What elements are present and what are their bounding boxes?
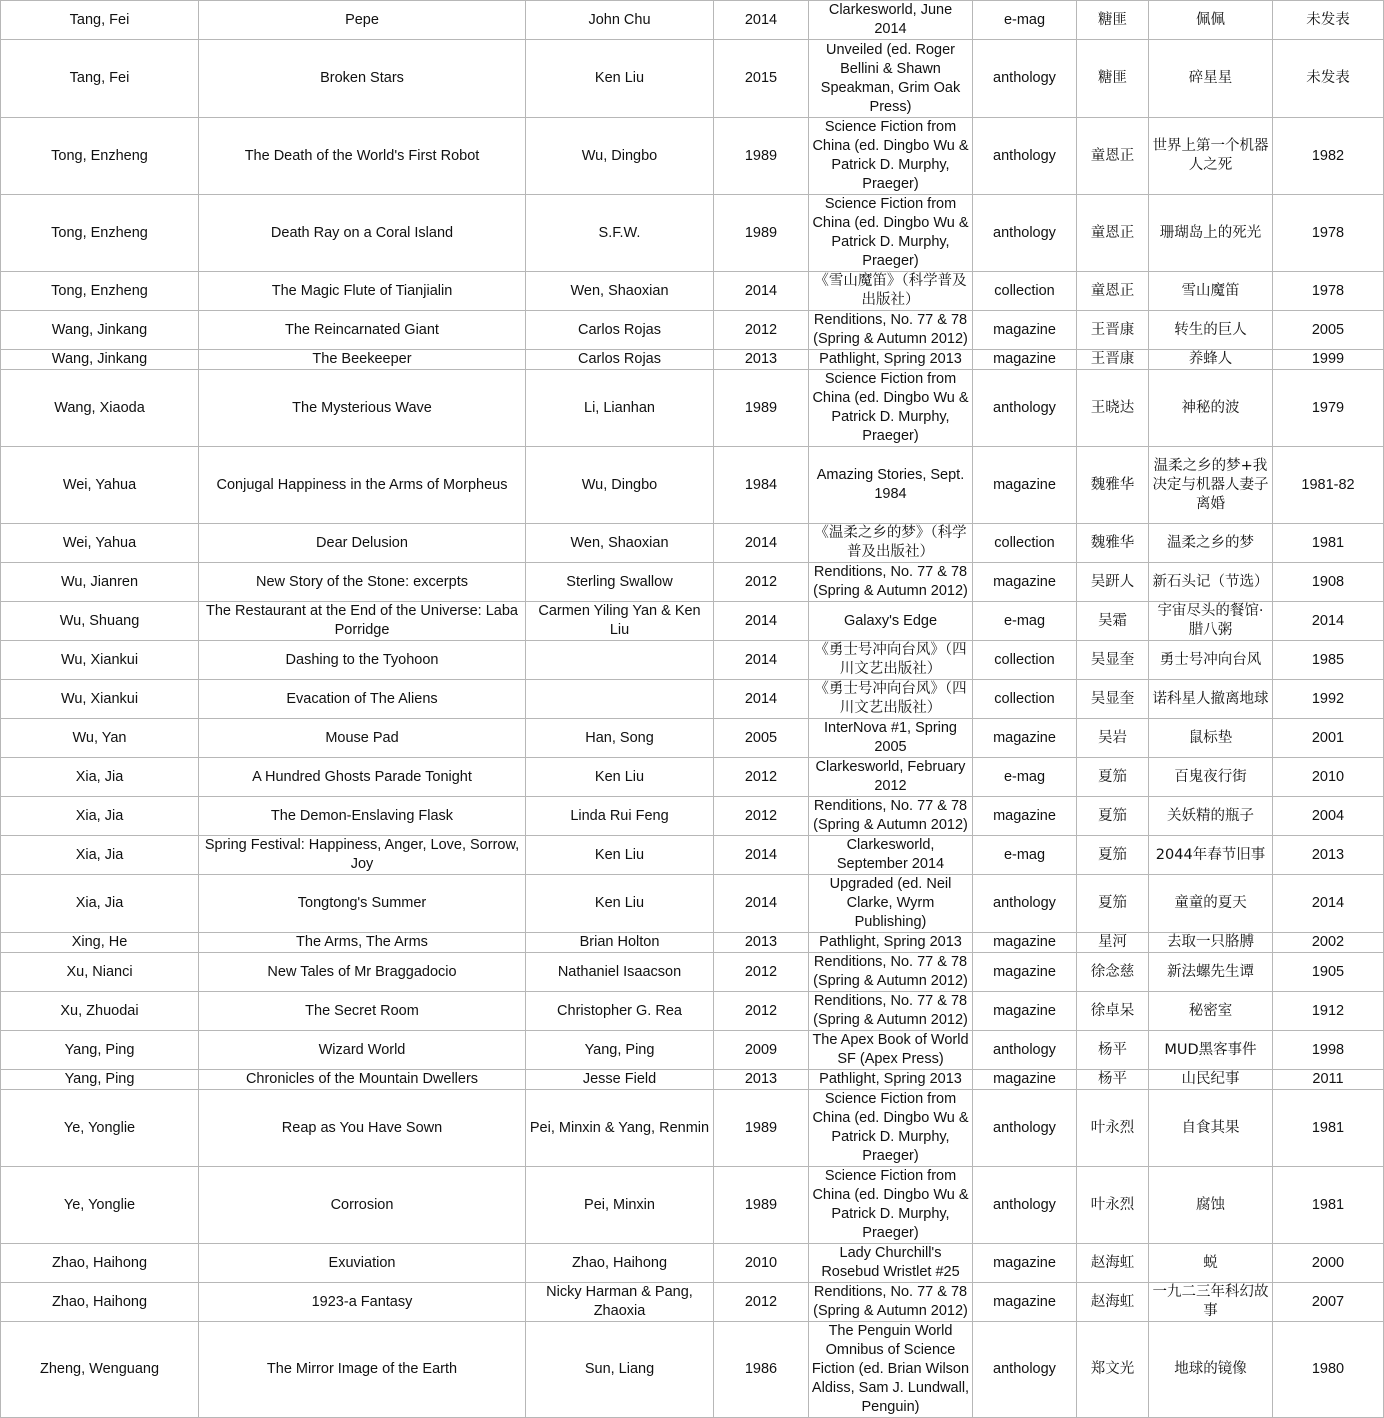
translator-cell: Ken Liu [526,836,714,875]
type-cell: anthology [973,1090,1077,1167]
table-row [1,1322,1384,1418]
year-cell: 2012 [714,758,809,797]
author-cell: Xia, Jia [1,797,199,836]
author-cn-cell: 糖匪 [1077,40,1149,118]
author-cell: Ye, Yonglie [1,1167,199,1244]
year-cn-cell: 2000 [1273,1244,1384,1283]
year-cn-cell: 1999 [1273,350,1384,370]
table-row [1,875,1384,933]
year-cn-cell: 1908 [1273,563,1384,602]
type-cell: e-mag [973,836,1077,875]
author-cell: Wang, Jinkang [1,311,199,350]
title-cell: Wizard World [199,1031,526,1070]
translator-cell: Sun, Liang [526,1322,714,1418]
table-row [1,797,1384,836]
author-cn-cell: 赵海虹 [1077,1244,1149,1283]
year-cell: 2012 [714,953,809,992]
publication-cell: Science Fiction from China (ed. Dingbo Wu & Patrick D. Murphy, Praeger) [809,195,973,272]
title-cn-cell: 碎星星 [1149,40,1273,118]
translator-cell: Ken Liu [526,40,714,118]
title-cn-cell: 转生的巨人 [1149,311,1273,350]
author-cn-cell: 吴显奎 [1077,680,1149,719]
title-cell: The Demon-Enslaving Flask [199,797,526,836]
year-cn-cell: 1981 [1273,1167,1384,1244]
title-cell: Chronicles of the Mountain Dwellers [199,1070,526,1090]
author-cell: Xia, Jia [1,758,199,797]
type-cell: magazine [973,797,1077,836]
title-cell: Death Ray on a Coral Island [199,195,526,272]
translator-cell: Pei, Minxin & Yang, Renmin [526,1090,714,1167]
table-row [1,1,1384,40]
year-cell: 2014 [714,1,809,40]
translator-cell: Han, Song [526,719,714,758]
year-cn-cell: 2002 [1273,933,1384,953]
publication-cell: Renditions, No. 77 & 78 (Spring & Autumn 2012) [809,563,973,602]
year-cell: 2012 [714,311,809,350]
publication-cell: The Penguin World Omnibus of Science Fiction (ed. Brian Wilson Aldiss, Sam J. Lundwall, Penguin) [809,1322,973,1418]
author-cell: Wu, Jianren [1,563,199,602]
type-cell: magazine [973,992,1077,1031]
table-row [1,1090,1384,1167]
title-cell: Tongtong's Summer [199,875,526,933]
year-cn-cell: 1912 [1273,992,1384,1031]
author-cell: Tong, Enzheng [1,195,199,272]
type-cell: anthology [973,118,1077,195]
table-row [1,1031,1384,1070]
publication-cell: Renditions, No. 77 & 78 (Spring & Autumn 2012) [809,311,973,350]
title-cell: Exuviation [199,1244,526,1283]
table-row [1,118,1384,195]
table-row [1,1244,1384,1283]
publication-cell: Science Fiction from China (ed. Dingbo Wu & Patrick D. Murphy, Praeger) [809,1090,973,1167]
author-cn-cell: 徐念慈 [1077,953,1149,992]
publication-cell: Lady Churchill's Rosebud Wristlet #25 [809,1244,973,1283]
title-cell: The Restaurant at the End of the Universe: Laba Porridge [199,602,526,641]
title-cell: Corrosion [199,1167,526,1244]
year-cell: 2012 [714,563,809,602]
author-cn-cell: 吴显奎 [1077,641,1149,680]
year-cn-cell: 1982 [1273,118,1384,195]
author-cell: Tang, Fei [1,40,199,118]
year-cell: 2012 [714,797,809,836]
title-cell: The Secret Room [199,992,526,1031]
year-cell: 2014 [714,641,809,680]
translator-cell: Yang, Ping [526,1031,714,1070]
type-cell: collection [973,524,1077,563]
author-cn-cell: 吴趼人 [1077,563,1149,602]
author-cn-cell: 夏笳 [1077,875,1149,933]
translator-cell: Zhao, Haihong [526,1244,714,1283]
author-cell: Wang, Jinkang [1,350,199,370]
year-cell: 1989 [714,1090,809,1167]
year-cn-cell: 2011 [1273,1070,1384,1090]
year-cell: 2014 [714,602,809,641]
table-row [1,524,1384,563]
author-cell: Tong, Enzheng [1,272,199,311]
type-cell: anthology [973,1322,1077,1418]
title-cn-cell: 去取一只胳膊 [1149,933,1273,953]
table-row [1,40,1384,118]
type-cell: magazine [973,1283,1077,1322]
year-cn-cell: 1905 [1273,953,1384,992]
author-cn-cell: 王晋康 [1077,350,1149,370]
publication-cell: Science Fiction from China (ed. Dingbo Wu & Patrick D. Murphy, Praeger) [809,370,973,447]
year-cell: 2014 [714,875,809,933]
table-row [1,758,1384,797]
publication-cell: Pathlight, Spring 2013 [809,1070,973,1090]
publication-cell: 《雪山魔笛》（科学普及出版社） [809,272,973,311]
author-cn-cell: 童恩正 [1077,118,1149,195]
translator-cell: Wu, Dingbo [526,447,714,524]
publication-cell: Renditions, No. 77 & 78 (Spring & Autumn 2012) [809,953,973,992]
title-cell: Dashing to the Tyohoon [199,641,526,680]
translator-cell: Carlos Rojas [526,311,714,350]
publication-cell: InterNova #1, Spring 2005 [809,719,973,758]
type-cell: anthology [973,40,1077,118]
author-cn-cell: 夏笳 [1077,836,1149,875]
type-cell: magazine [973,1070,1077,1090]
table-row [1,1167,1384,1244]
publication-cell: Amazing Stories, Sept. 1984 [809,447,973,524]
translator-cell: Christopher G. Rea [526,992,714,1031]
title-cn-cell: 一九二三年科幻故事 [1149,1283,1273,1322]
author-cn-cell: 赵海虹 [1077,1283,1149,1322]
title-cn-cell: 秘密室 [1149,992,1273,1031]
author-cn-cell: 吴岩 [1077,719,1149,758]
author-cell: Wei, Yahua [1,524,199,563]
year-cell: 2014 [714,272,809,311]
type-cell: magazine [973,1244,1077,1283]
table-row [1,447,1384,524]
author-cn-cell: 夏笳 [1077,797,1149,836]
author-cn-cell: 叶永烈 [1077,1167,1149,1244]
year-cell: 2009 [714,1031,809,1070]
table-row [1,933,1384,953]
author-cell: Tong, Enzheng [1,118,199,195]
author-cn-cell: 星河 [1077,933,1149,953]
table-row [1,1283,1384,1322]
title-cn-cell: 蜕 [1149,1244,1273,1283]
year-cell: 2014 [714,680,809,719]
type-cell: collection [973,272,1077,311]
table-row [1,602,1384,641]
publication-cell: Renditions, No. 77 & 78 (Spring & Autumn 2012) [809,992,973,1031]
type-cell: anthology [973,195,1077,272]
table-row [1,311,1384,350]
publication-cell: Pathlight, Spring 2013 [809,350,973,370]
title-cell: The Magic Flute of Tianjialin [199,272,526,311]
translator-cell: Nicky Harman & Pang, Zhaoxia [526,1283,714,1322]
table-row [1,992,1384,1031]
year-cell: 2012 [714,1283,809,1322]
table-row [1,563,1384,602]
title-cn-cell: 地球的镜像 [1149,1322,1273,1418]
year-cn-cell: 2004 [1273,797,1384,836]
publication-cell: Renditions, No. 77 & 78 (Spring & Autumn 2012) [809,1283,973,1322]
type-cell: magazine [973,563,1077,602]
type-cell: e-mag [973,1,1077,40]
year-cell: 1989 [714,195,809,272]
year-cell: 2014 [714,524,809,563]
type-cell: e-mag [973,602,1077,641]
translator-cell: Carlos Rojas [526,350,714,370]
translator-cell: Ken Liu [526,758,714,797]
type-cell: magazine [973,447,1077,524]
translator-cell: Wen, Shaoxian [526,524,714,563]
author-cell: Ye, Yonglie [1,1090,199,1167]
year-cn-cell: 1985 [1273,641,1384,680]
translator-cell: Sterling Swallow [526,563,714,602]
year-cn-cell: 1979 [1273,370,1384,447]
author-cell: Wu, Yan [1,719,199,758]
title-cell: New Tales of Mr Braggadocio [199,953,526,992]
title-cn-cell: 新石头记（节选） [1149,563,1273,602]
author-cn-cell: 夏笳 [1077,758,1149,797]
author-cell: Wei, Yahua [1,447,199,524]
year-cell: 1986 [714,1322,809,1418]
author-cn-cell: 杨平 [1077,1070,1149,1090]
type-cell: magazine [973,933,1077,953]
year-cn-cell: 1981 [1273,1090,1384,1167]
author-cn-cell: 徐卓呆 [1077,992,1149,1031]
year-cell: 2014 [714,836,809,875]
title-cn-cell: 雪山魔笛 [1149,272,1273,311]
table-row [1,719,1384,758]
translator-cell [526,680,714,719]
title-cell: Dear Delusion [199,524,526,563]
author-cell: Wu, Shuang [1,602,199,641]
publication-cell: The Apex Book of World SF (Apex Press) [809,1031,973,1070]
author-cn-cell: 吴霜 [1077,602,1149,641]
publication-cell: Science Fiction from China (ed. Dingbo Wu & Patrick D. Murphy, Praeger) [809,118,973,195]
type-cell: magazine [973,953,1077,992]
title-cell: 1923-a Fantasy [199,1283,526,1322]
table-row [1,195,1384,272]
translator-cell: Brian Holton [526,933,714,953]
title-cell: The Mirror Image of the Earth [199,1322,526,1418]
year-cell: 2012 [714,992,809,1031]
year-cell: 1984 [714,447,809,524]
translator-cell: Jesse Field [526,1070,714,1090]
year-cn-cell: 1992 [1273,680,1384,719]
publication-cell: Galaxy's Edge [809,602,973,641]
author-cell: Xu, Zhuodai [1,992,199,1031]
author-cn-cell: 王晋康 [1077,311,1149,350]
translator-cell: Linda Rui Feng [526,797,714,836]
year-cn-cell: 未发表 [1273,1,1384,40]
publication-cell: Science Fiction from China (ed. Dingbo Wu & Patrick D. Murphy, Praeger) [809,1167,973,1244]
year-cn-cell: 1981 [1273,524,1384,563]
table-row [1,836,1384,875]
title-cn-cell: 温柔之乡的梦 [1149,524,1273,563]
type-cell: magazine [973,719,1077,758]
year-cn-cell: 2010 [1273,758,1384,797]
title-cn-cell: 世界上第一个机器人之死 [1149,118,1273,195]
publication-cell: Unveiled (ed. Roger Bellini & Shawn Speakman, Grim Oak Press) [809,40,973,118]
table-row [1,272,1384,311]
author-cell: Zhao, Haihong [1,1283,199,1322]
title-cn-cell: 养蜂人 [1149,350,1273,370]
year-cn-cell: 1978 [1273,195,1384,272]
title-cn-cell: MUD黑客事件 [1149,1031,1273,1070]
translator-cell: Ken Liu [526,875,714,933]
author-cell: Wu, Xiankui [1,641,199,680]
title-cn-cell: 温柔之乡的梦+我决定与机器人妻子离婚 [1149,447,1273,524]
author-cn-cell: 魏雅华 [1077,524,1149,563]
type-cell: anthology [973,875,1077,933]
title-cn-cell: 童童的夏天 [1149,875,1273,933]
author-cn-cell: 魏雅华 [1077,447,1149,524]
translator-cell: Li, Lianhan [526,370,714,447]
table-row [1,1070,1384,1090]
title-cn-cell: 2044年春节旧事 [1149,836,1273,875]
title-cell: Mouse Pad [199,719,526,758]
title-cell: A Hundred Ghosts Parade Tonight [199,758,526,797]
author-cell: Zhao, Haihong [1,1244,199,1283]
author-cell: Yang, Ping [1,1031,199,1070]
title-cn-cell: 宇宙尽头的餐馆·腊八粥 [1149,602,1273,641]
year-cell: 2013 [714,1070,809,1090]
title-cell: Pepe [199,1,526,40]
title-cn-cell: 珊瑚岛上的死光 [1149,195,1273,272]
title-cn-cell: 鼠标垫 [1149,719,1273,758]
title-cn-cell: 山民纪事 [1149,1070,1273,1090]
year-cn-cell: 2007 [1273,1283,1384,1322]
year-cn-cell: 1981-82 [1273,447,1384,524]
title-cn-cell: 诺科星人撤离地球 [1149,680,1273,719]
publication-cell: Renditions, No. 77 & 78 (Spring & Autumn 2012) [809,797,973,836]
year-cn-cell: 2014 [1273,602,1384,641]
author-cell: Xia, Jia [1,875,199,933]
type-cell: e-mag [973,758,1077,797]
type-cell: anthology [973,1031,1077,1070]
year-cell: 2013 [714,933,809,953]
year-cn-cell: 1978 [1273,272,1384,311]
year-cn-cell: 未发表 [1273,40,1384,118]
title-cell: Evacation of The Aliens [199,680,526,719]
translator-cell: Wen, Shaoxian [526,272,714,311]
publication-cell: Clarkesworld, September 2014 [809,836,973,875]
type-cell: collection [973,641,1077,680]
author-cell: Wang, Xiaoda [1,370,199,447]
title-cn-cell: 百鬼夜行街 [1149,758,1273,797]
year-cn-cell: 2001 [1273,719,1384,758]
year-cn-cell: 1980 [1273,1322,1384,1418]
author-cn-cell: 杨平 [1077,1031,1149,1070]
author-cell: Wu, Xiankui [1,680,199,719]
type-cell: anthology [973,1167,1077,1244]
publication-cell: 《勇士号冲向台风》（四川文艺出版社） [809,680,973,719]
table-row [1,641,1384,680]
title-cn-cell: 勇士号冲向台风 [1149,641,1273,680]
year-cell: 1989 [714,370,809,447]
year-cell: 2013 [714,350,809,370]
title-cell: The Death of the World's First Robot [199,118,526,195]
author-cell: Xia, Jia [1,836,199,875]
title-cn-cell: 佩佩 [1149,1,1273,40]
table-body [1,1,1384,1418]
publication-cell: Clarkesworld, February 2012 [809,758,973,797]
publication-cell: Upgraded (ed. Neil Clarke, Wyrm Publishing) [809,875,973,933]
type-cell: magazine [973,350,1077,370]
title-cn-cell: 神秘的波 [1149,370,1273,447]
title-cn-cell: 关妖精的瓶子 [1149,797,1273,836]
year-cell: 2010 [714,1244,809,1283]
author-cn-cell: 童恩正 [1077,195,1149,272]
year-cell: 1989 [714,1167,809,1244]
publication-cell: 《勇士号冲向台风》（四川文艺出版社） [809,641,973,680]
author-cn-cell: 糖匪 [1077,1,1149,40]
author-cn-cell: 郑文光 [1077,1322,1149,1418]
title-cell: The Arms, The Arms [199,933,526,953]
year-cn-cell: 2013 [1273,836,1384,875]
table-row [1,953,1384,992]
translator-cell: Carmen Yiling Yan & Ken Liu [526,602,714,641]
year-cn-cell: 2014 [1273,875,1384,933]
author-cn-cell: 叶永烈 [1077,1090,1149,1167]
author-cn-cell: 童恩正 [1077,272,1149,311]
year-cn-cell: 2005 [1273,311,1384,350]
author-cn-cell: 王晓达 [1077,370,1149,447]
translator-cell: S.F.W. [526,195,714,272]
title-cell: Broken Stars [199,40,526,118]
title-cn-cell: 腐蚀 [1149,1167,1273,1244]
translator-cell [526,641,714,680]
title-cell: The Mysterious Wave [199,370,526,447]
title-cn-cell: 新法螺先生谭 [1149,953,1273,992]
title-cell: Conjugal Happiness in the Arms of Morpheus [199,447,526,524]
publication-cell: Clarkesworld, June 2014 [809,1,973,40]
title-cell: Spring Festival: Happiness, Anger, Love, Sorrow, Joy [199,836,526,875]
table-row [1,370,1384,447]
title-cell: New Story of the Stone: excerpts [199,563,526,602]
title-cell: Reap as You Have Sown [199,1090,526,1167]
author-cell: Yang, Ping [1,1070,199,1090]
translator-cell: Wu, Dingbo [526,118,714,195]
author-cell: Tang, Fei [1,1,199,40]
year-cell: 2015 [714,40,809,118]
author-cell: Xing, He [1,933,199,953]
translator-cell: Nathaniel Isaacson [526,953,714,992]
year-cell: 2005 [714,719,809,758]
translator-cell: Pei, Minxin [526,1167,714,1244]
year-cn-cell: 1998 [1273,1031,1384,1070]
title-cn-cell: 自食其果 [1149,1090,1273,1167]
author-cell: Xu, Nianci [1,953,199,992]
type-cell: anthology [973,370,1077,447]
title-cell: The Reincarnated Giant [199,311,526,350]
table-row [1,680,1384,719]
publication-cell: 《温柔之乡的梦》（科学普及出版社） [809,524,973,563]
translator-cell: John Chu [526,1,714,40]
author-cell: Zheng, Wenguang [1,1322,199,1418]
title-cell: The Beekeeper [199,350,526,370]
type-cell: magazine [973,311,1077,350]
type-cell: collection [973,680,1077,719]
table-row [1,350,1384,370]
publication-cell: Pathlight, Spring 2013 [809,933,973,953]
year-cell: 1989 [714,118,809,195]
